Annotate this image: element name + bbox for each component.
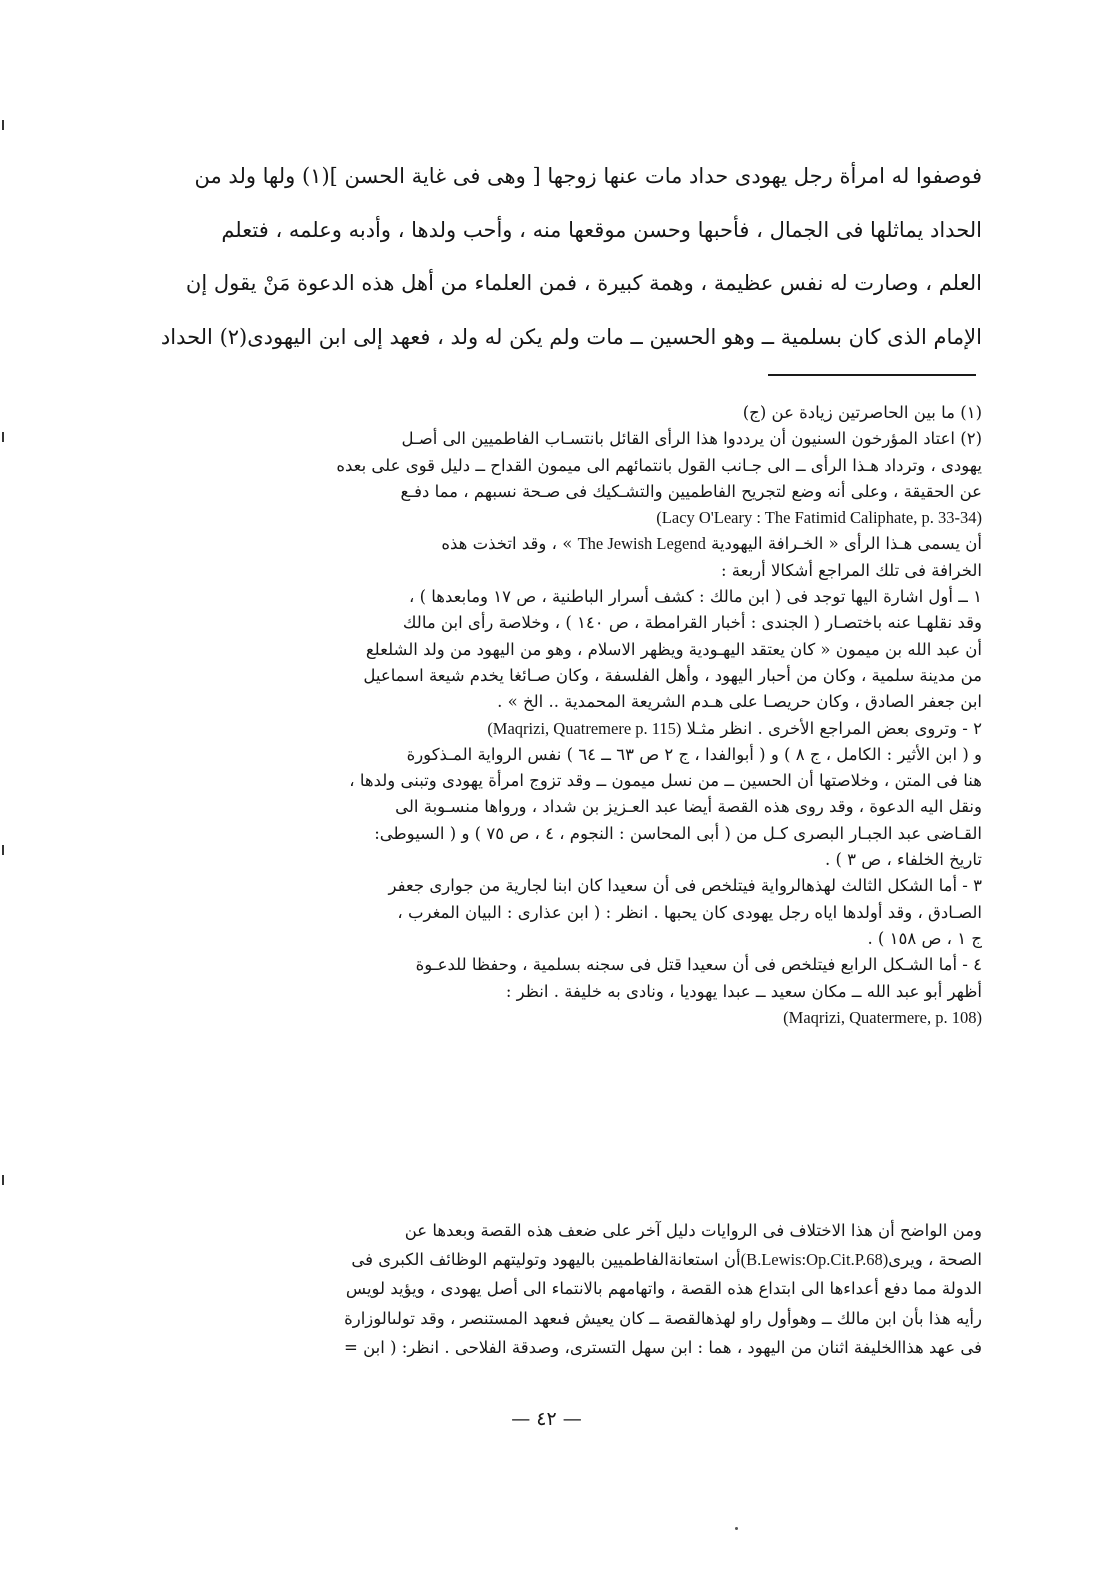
footnote-line: ٣ - أما الشكل الثالث لهذهالرواية فيتلخص فى أن سعيدا كان ابنا لجارية من جوارى جعفر bbox=[388, 876, 982, 896]
latin-citation: (Maqrizi, Quatremere p. 115) bbox=[487, 718, 682, 738]
main-line: العلم ، وصارت له نفس عظيمة ، وهمة كبيرة ، فمن العلماء من أهل هذه الدعوة مَنْ يقول إن bbox=[185, 271, 982, 295]
footnotes bbox=[130, 400, 982, 1031]
main-line: الإمام الذى كان بسلمية ــ وهو الحسين ــ مات ولم يكن له ولد ، فعهد إلى ابن اليهودى(٢) الحداد bbox=[160, 324, 982, 349]
main-line: الحداد يماثلها فى الجمال ، فأحبها وحسن موقعها منه ، وأحب ولدها ، وأدبه وعلمه ، فتعلم bbox=[221, 217, 982, 242]
footnote-line: (١) ما بين الحاصرتين زيادة عن (ج) bbox=[742, 403, 982, 422]
footnote-line: من مدينة سلمية ، وكان من أحبار اليهود ، وأهل الفلسفة ، وكان صـائغا يخدم شيعة اسماعيل bbox=[363, 665, 982, 685]
latin-term: The Jewish Legend bbox=[577, 534, 706, 554]
footnote-line: تاريخ الخلفاء ، ص ٣ ) . bbox=[825, 850, 982, 870]
footnote-line bbox=[130, 531, 982, 557]
scan-edge-mark bbox=[2, 1175, 4, 1185]
footnote-line: وقد نقلهـا عنه باختصـار ( الجندى : أخبار القرامطة ، ص ١٤٠ ) ، وخلاصة رأى ابن مالك bbox=[402, 613, 982, 633]
footnote-line: ونقل اليه الدعوة ، وقد روى هذه القصة أيضا عبد العـزيز بن شداد ، ورواها منسـوبة الى bbox=[395, 797, 982, 817]
footnote-line: الصـادق ، وقد أولدها اياه رجل يهودى كان يحبها . انظر : ( ابن عذارى : البيان المغرب ، bbox=[397, 902, 982, 922]
footnote-line: و ( ابن الأثير : الكامل ، ج ٨ ) و ( أبوالفدا ، ج ٢ ص ٦٣ ــ ٦٤ ) نفس الرواية المـذكورة bbox=[406, 744, 982, 764]
closing-text: أن استعانةالفاطميين باليهود وتوليتهم الوظائف الكبرى فى bbox=[351, 1250, 741, 1270]
footnote-text: » ، وقد اتخذت هذه bbox=[441, 534, 573, 554]
footnote-line: أن عبد الله بن ميمون « كان يعتقد اليهـودية ويظهر الاسلام ، وهو من اليهود من ولد الشلعلع bbox=[365, 639, 982, 659]
footnote-line: الخرافة فى تلك المراجع أشكالا أربعة : bbox=[720, 560, 982, 580]
footnote-line: يهودى ، وترداد هـذا الرأى ــ الى جـانب القول بانتمائهم الى ميمون القداح ــ دليل قوى على بعده bbox=[336, 455, 982, 475]
closing-text: الصحة ، ويرى bbox=[888, 1250, 982, 1270]
closing-line: الدولة مما دفع أعداءها الى ابتداع هذه القصة ، واتهامهم بالانتماء الى أصل يهودى ، ويؤيد لويس bbox=[345, 1279, 982, 1299]
scan-speck bbox=[735, 1527, 738, 1530]
footnote-line bbox=[130, 716, 982, 742]
footnote-text: ٢ - وتروى بعض المراجع الأخرى . انظر مثـلا bbox=[686, 718, 982, 738]
footnote-line: (٢) اعتاد المؤرخون السنيون أن يرددوا هذا الرأى القائل بانتسـاب الفاطميين الى أصـل bbox=[401, 429, 982, 449]
closing-line: ومن الواضح أن هذا الاختلاف فى الروايات دليل آخر على ضعف هذه القصة وبعدها عن bbox=[404, 1221, 982, 1240]
footnote-line: ج ١ ، ص ١٥٨ ) . bbox=[867, 928, 982, 948]
main-text bbox=[130, 150, 982, 364]
footnote-text: أن يسمى هـذا الرأى « الخـرافة اليهودية bbox=[711, 534, 982, 554]
citation-oleary: (Lacy O'Leary : The Fatimid Caliphate, p. 33-34) bbox=[656, 508, 982, 528]
scan-edge-mark bbox=[2, 432, 4, 442]
closing-line: رأيه هذا بأن ابن مالك ــ وهوأول راو لهذهالقصة ــ كان يعيش فىعهد المستنصر ، وقد تولىالوزارة bbox=[344, 1308, 982, 1328]
scan-edge-mark bbox=[2, 845, 4, 855]
footnote-line: أظهر أبو عبد الله ــ مكان سعيد ــ عبدا يهوديا ، ونادى به خليفة . انظر : bbox=[505, 981, 982, 1001]
closing-line: فى عهد هذاالخليفة اثنان من اليهود ، هما : ابن سهل التسترى، وصدقة الفلاحى . انظر: ( ابن = bbox=[344, 1337, 982, 1357]
footnote-separator bbox=[768, 374, 976, 376]
footnote-line: القـاضى عبد الجبـار البصرى كـل من ( أبى المحاسن : النجوم ، ٤ ، ص ٧٥ ) و ( السيوطى: bbox=[374, 823, 982, 843]
main-line: فوصفوا له امرأة رجل يهودى حداد مات عنها زوجها [ وهى فى غاية الحسن ](١) ولها ولد من bbox=[194, 164, 982, 188]
footnote-line: ابن جعفر الصادق ، وكان حريصـا على هـدم الشريعة المحمدية .. الخ » . bbox=[497, 692, 982, 712]
citation-maqrizi: (Maqrizi, Quatermere, p. 108) bbox=[783, 1007, 982, 1027]
footnote-line: هنا فى المتن ، وخلاصتها أن الحسين ــ من نسل ميمون ــ وقد تزوج امرأة يهودى وتبنى ولدها ، bbox=[349, 771, 982, 791]
footnote-line: عن الحقيقة ، وعلى أنه وضع لتجريح الفاطميين والتشـكيك فى صـحة نسبهم ، مما دفـع bbox=[400, 481, 982, 501]
closing-paragraph bbox=[130, 1216, 982, 1362]
footnote-line: ٤ - أما الشـكل الرابع فيتلخص فى أن سعيدا قتل فى سجنه بسلمية ، وحفظا للدعـوة bbox=[415, 955, 982, 975]
scan-edge-mark bbox=[2, 120, 4, 130]
page-number: — ٤٢ — bbox=[511, 1408, 582, 1430]
footnote-line: ١ ــ أول اشارة اليها توجد فى ( ابن مالك : كشف أسرار الباطنية ، ص ١٧ ومابعدها ) ، bbox=[409, 587, 982, 607]
latin-citation: (B.Lewis:Op.Cit.P.68) bbox=[740, 1250, 889, 1270]
closing-line bbox=[130, 1245, 982, 1274]
